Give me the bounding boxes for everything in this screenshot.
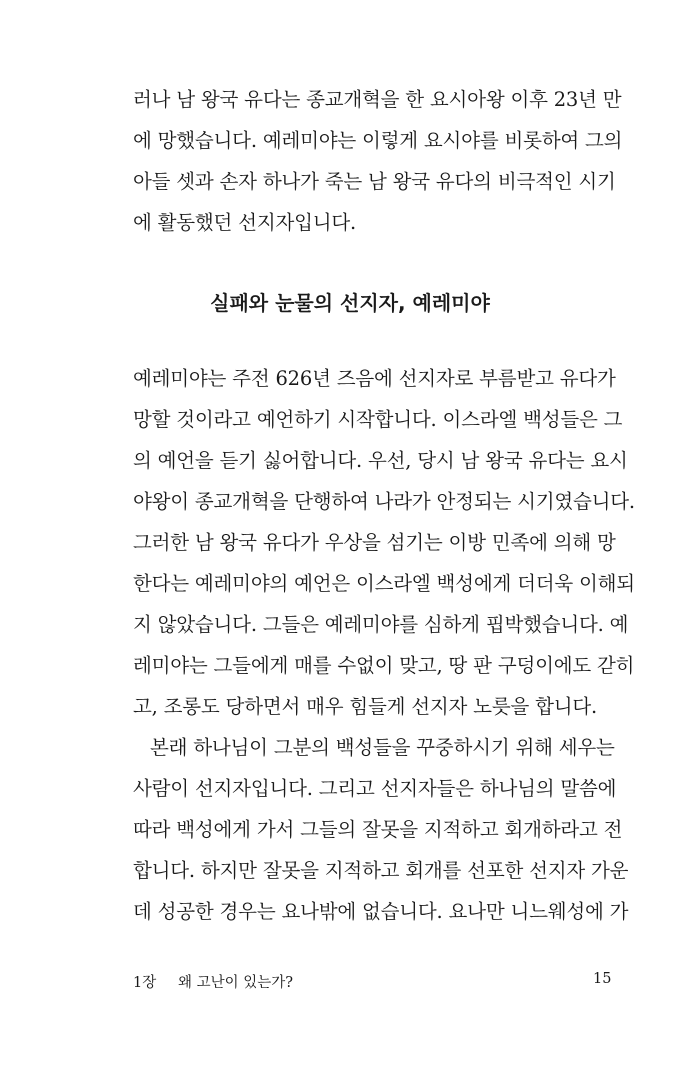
text-line: 야왕이 종교개혁을 단행하여 나라가 안정되는 시기였습니다. <box>133 490 635 513</box>
text-line: 의 예언을 듣기 싫어합니다. 우선, 당시 남 왕국 유다는 요시 <box>133 449 628 472</box>
text-line: 예레미야는 주전 626년 즈음에 선지자로 부름받고 유다가 <box>133 367 616 390</box>
text-line: 한다는 예레미야의 예언은 이스라엘 백성에게 더더욱 이해되 <box>133 572 635 595</box>
text-line: 망할 것이라고 예언하기 시작합니다. 이스라엘 백성들은 그 <box>133 408 623 431</box>
chapter-title: 왜 고난이 있는가? <box>178 975 294 991</box>
text-line: 그러한 남 왕국 유다가 우상을 섬기는 이방 민족에 의해 망 <box>133 531 616 554</box>
text-line: 따라 백성에게 가서 그들의 잘못을 지적하고 회개하라고 전 <box>133 818 623 841</box>
text-line: 고, 조롱도 당하면서 매우 힘들게 선지자 노릇을 합니다. <box>133 695 598 718</box>
chapter-label: 1장 <box>133 975 157 991</box>
text-line: 에 활동했던 선지자입니다. <box>133 211 357 234</box>
text-line: 지 않았습니다. 그들은 예레미야를 심하게 핍박했습니다. 예 <box>133 613 629 636</box>
section-heading: 실패와 눈물의 선지자, 예레미야 <box>210 291 490 315</box>
text-line: 에 망했습니다. 예레미야는 이렇게 요시야를 비롯하여 그의 <box>133 129 623 152</box>
text-line: 러나 남 왕국 유다는 종교개혁을 한 요시아왕 이후 23년 만 <box>133 88 622 111</box>
text-line: 아들 셋과 손자 하나가 죽는 남 왕국 유다의 비극적인 시기 <box>133 170 616 193</box>
text-line: 합니다. 하지만 잘못을 지적하고 회개를 선포한 선지자 가운 <box>133 859 629 882</box>
text-line: 본래 하나님이 그분의 백성들을 꾸중하시기 위해 세우는 <box>150 736 615 759</box>
text-line: 데 성공한 경우는 요나밖에 없습니다. 요나만 니느웨성에 가 <box>133 900 629 923</box>
text-line: 레미야는 그들에게 매를 수없이 맞고, 땅 판 구덩이에도 갇히 <box>133 654 635 677</box>
text-line: 사람이 선지자입니다. 그리고 선지자들은 하나님의 말씀에 <box>133 777 617 800</box>
page-number: 15 <box>593 971 612 987</box>
